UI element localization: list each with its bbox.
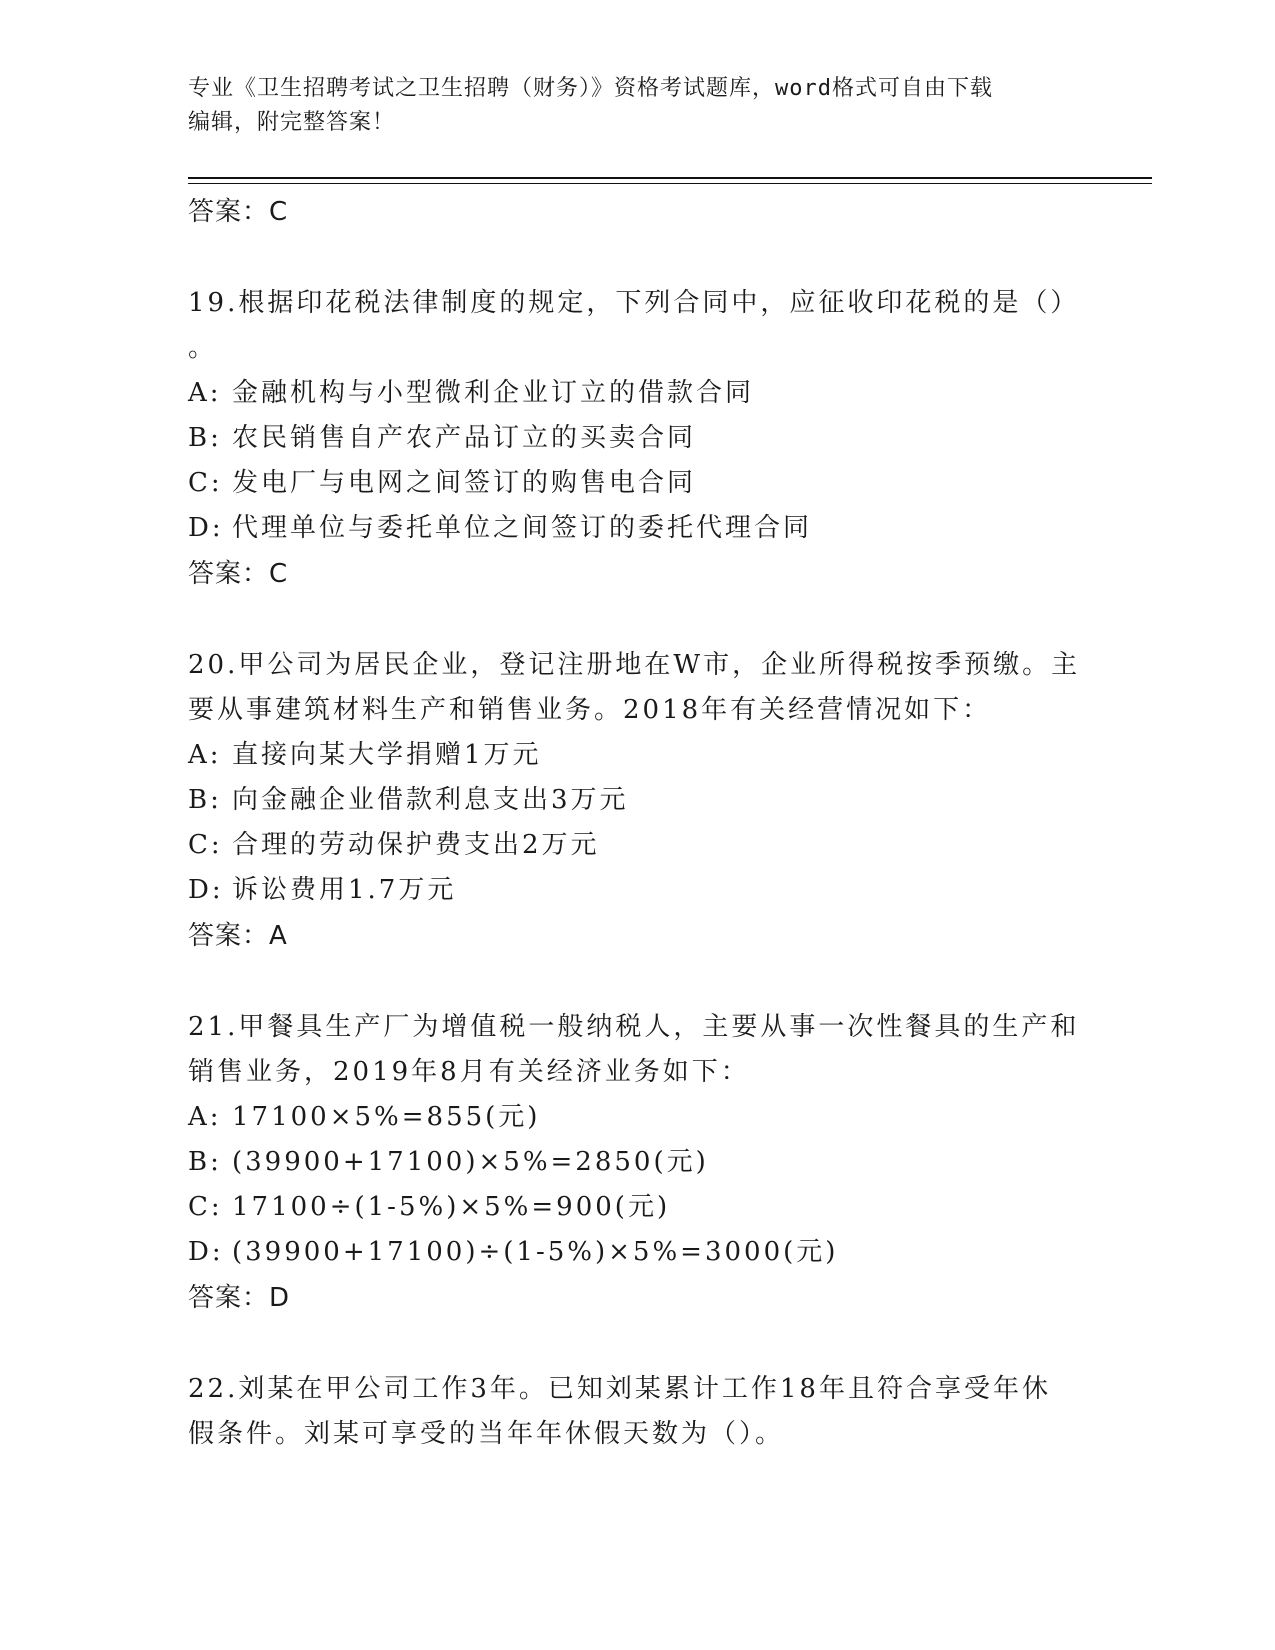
option-label: C:	[188, 1192, 223, 1222]
question-21	[188, 1005, 1088, 1321]
option-text: 诉讼费用1.7万元	[232, 875, 457, 905]
option-c	[188, 461, 1088, 506]
option-label: B:	[188, 1147, 222, 1177]
question-text-line: 19.根据印花税法律制度的规定，下列合同中，应征收印花税的是（）	[188, 288, 1080, 318]
answer-line: 答案：C	[188, 197, 289, 227]
option-text: 17100÷(1-5%)×5%=900(元)	[232, 1192, 671, 1222]
question-text-line: 20.甲公司为居民企业，登记注册地在W市，企业所得税按季预缴。主	[188, 650, 1081, 680]
question-text-line: 要从事建筑材料生产和销售业务。2018年有关经营情况如下：	[188, 695, 992, 725]
question-text-line: 21.甲餐具生产厂为增值税一般纳税人，主要从事一次性餐具的生产和	[188, 1012, 1080, 1042]
option-text: 金融机构与小型微利企业订立的借款合同	[232, 378, 755, 408]
document-header	[188, 72, 1088, 140]
option-d	[188, 506, 1088, 551]
option-text: 17100×5%=855(元)	[232, 1102, 541, 1132]
question-20	[188, 643, 1088, 959]
question-text-line: 假条件。刘某可享受的当年年休假天数为（）。	[188, 1419, 785, 1449]
option-label: A:	[188, 740, 222, 770]
option-a	[188, 1095, 1088, 1140]
option-c	[188, 823, 1088, 868]
option-label: B:	[188, 785, 222, 815]
option-label: D:	[188, 513, 224, 543]
answer-line: 答案：D	[188, 1283, 291, 1313]
option-label: D:	[188, 875, 224, 905]
option-b	[188, 778, 1088, 823]
question-text-line: 。	[188, 333, 218, 363]
option-text: 直接向某大学捐赠1万元	[232, 740, 542, 770]
option-text: (39900+17100)÷(1-5%)×5%=3000(元)	[232, 1237, 839, 1267]
option-a	[188, 371, 1088, 416]
answer-line: 答案：C	[188, 559, 289, 589]
option-label: C:	[188, 830, 223, 860]
option-b	[188, 1140, 1088, 1185]
option-label: A:	[188, 1102, 222, 1132]
option-label: D:	[188, 1237, 224, 1267]
question-text-line: 22.刘某在甲公司工作3年。已知刘某累计工作18年且符合享受年休	[188, 1374, 1051, 1404]
option-b	[188, 416, 1088, 461]
option-text: 代理单位与委托单位之间签订的委托代理合同	[232, 513, 813, 543]
option-text: 发电厂与电网之间签订的购售电合同	[232, 468, 697, 498]
option-text: 合理的劳动保护费支出2万元	[232, 830, 600, 860]
question-text-line: 销售业务，2019年8月有关经济业务如下：	[188, 1057, 750, 1087]
header-line-1: 专业《卫生招聘考试之卫生招聘（财务）》资格考试题库，word格式可自由下载	[188, 76, 993, 101]
option-d	[188, 868, 1088, 913]
option-a	[188, 733, 1088, 778]
answer-line: 答案：A	[188, 921, 288, 951]
option-d	[188, 1230, 1088, 1275]
option-label: A:	[188, 378, 222, 408]
option-text: 向金融企业借款利息支出3万元	[232, 785, 629, 815]
option-text: 农民销售自产农产品订立的买卖合同	[232, 423, 697, 453]
option-label: C:	[188, 468, 223, 498]
header-rule-thin	[188, 183, 1152, 184]
option-label: B:	[188, 423, 222, 453]
question-list	[188, 189, 1088, 1457]
question-22	[188, 1367, 1088, 1457]
header-rule-thick	[188, 177, 1152, 179]
question-19	[188, 281, 1088, 597]
option-c	[188, 1185, 1088, 1230]
header-line-2: 编辑，附完整答案！	[188, 110, 396, 135]
option-text: (39900+17100)×5%=2850(元)	[232, 1147, 709, 1177]
